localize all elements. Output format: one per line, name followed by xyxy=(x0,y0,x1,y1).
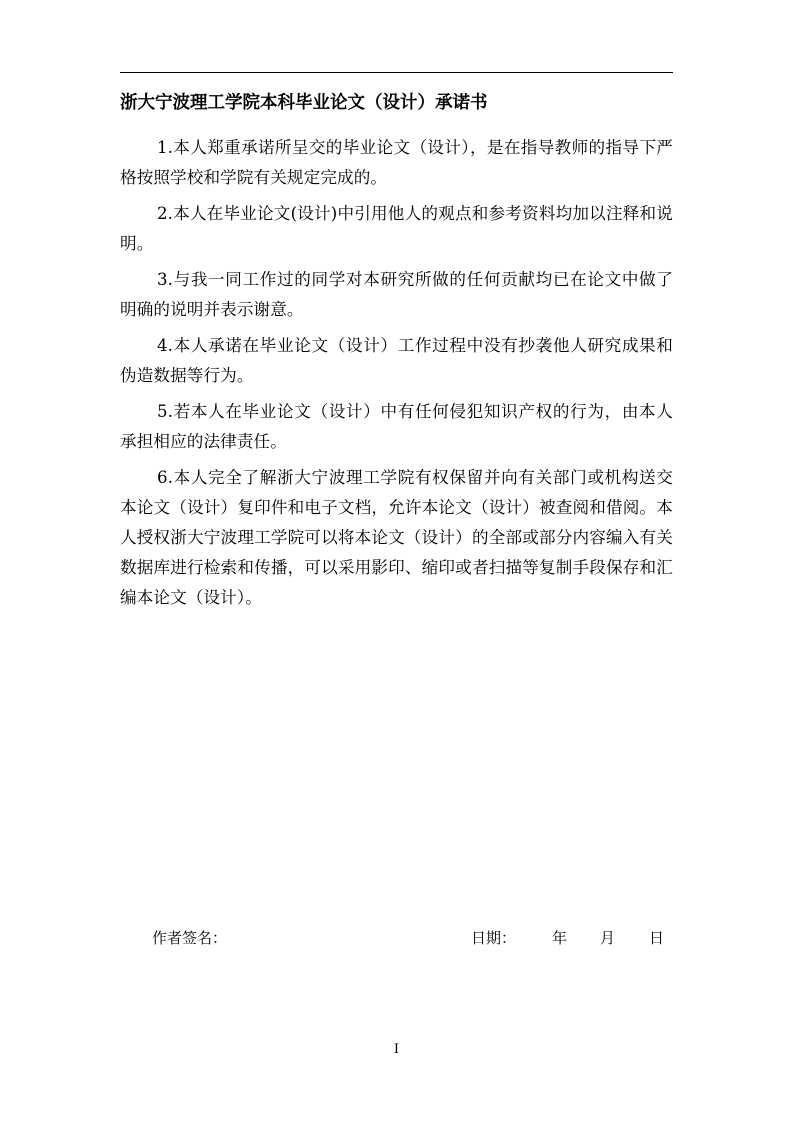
pledge-item-4: 4.本人承诺在毕业论文（设计）工作过程中没有抄袭他人研究成果和伪造数据等行为。 xyxy=(120,336,673,385)
pledge-item-2: 2.本人在毕业论文(设计)中引用他人的观点和参考资料均加以注释和说明。 xyxy=(120,204,673,253)
date-day-label: 日 xyxy=(649,929,665,947)
date-label: 日期： xyxy=(471,929,517,947)
pledge-item-3: 3.与我一同工作过的同学对本研究所做的任何贡献均已在论文中做了明确的说明并表示谢意。 xyxy=(120,270,673,319)
header-rule xyxy=(120,72,673,73)
date-month-label: 月 xyxy=(600,929,616,947)
author-signature-label: 作者签名： xyxy=(152,929,228,947)
page-title: 浙大宁波理工学院本科毕业论文（设计）承诺书 xyxy=(120,93,488,113)
page-number: I xyxy=(393,1042,400,1057)
pledge-list xyxy=(120,133,673,613)
pledge-item-5: 5.若本人在毕业论文（设计）中有任何侵犯知识产权的行为，由本人承担相应的法律责任。 xyxy=(120,402,673,451)
pledge-item-6: 6.本人完全了解浙大宁波理工学院有权保留并向有关部门或机构送交本论文（设计）复印件和电子文档，允许本论文（设计）被查阅和借阅。本人授权浙大宁波理工学院可以将本论文（设计）的全部或部分内容编入有关数据库进行检索和传播，可以采用影印、缩印或者扫描等复制手段保存和汇编本论文（设计）。 xyxy=(120,468,673,607)
pledge-item-1: 1.本人郑重承诺所呈交的毕业论文（设计），是在指导教师的指导下严格按照学校和学院有关规定完成的。 xyxy=(120,138,673,187)
date-year-label: 年 xyxy=(552,929,568,947)
